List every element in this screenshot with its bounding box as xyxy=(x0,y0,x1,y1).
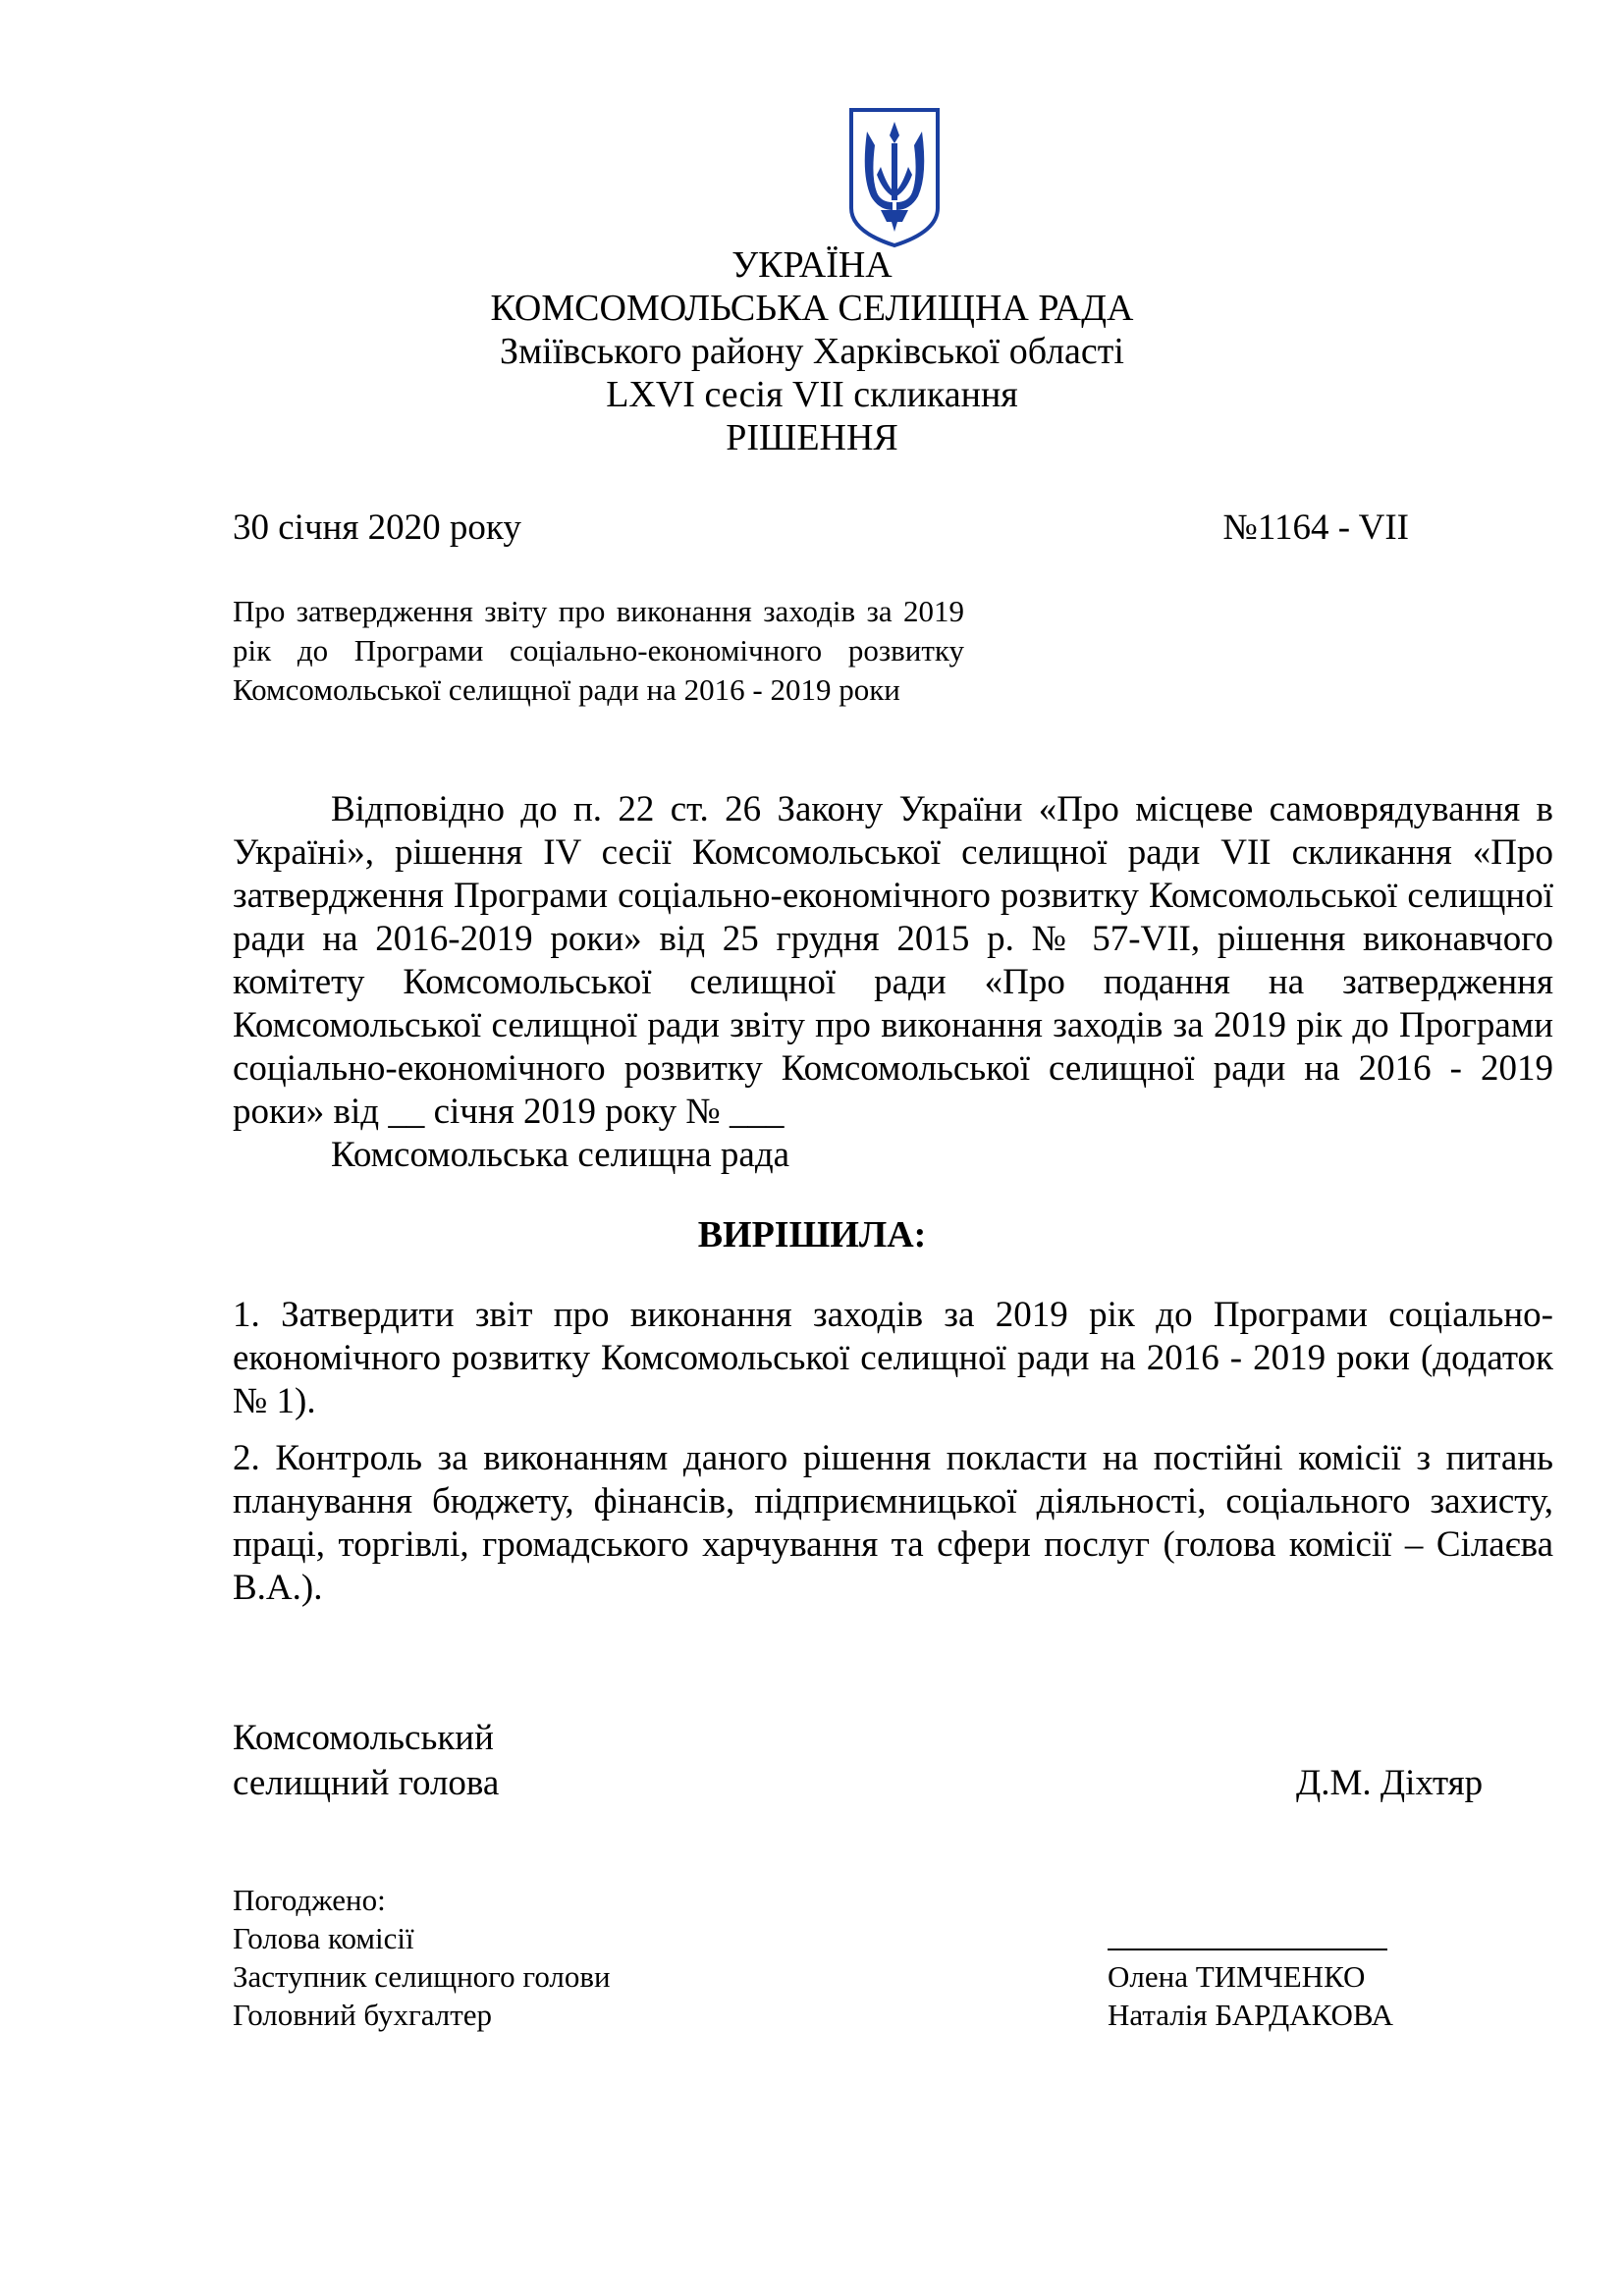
header-region: Зміївського району Харківської області xyxy=(500,331,1124,372)
approval-block xyxy=(233,1881,611,2034)
signature-title-line-1: Комсомольський xyxy=(233,1718,494,1758)
preamble-paragraph xyxy=(233,788,1553,1177)
coat-of-arms-trident-icon xyxy=(847,106,942,249)
approval-name-2: Олена ТИМЧЕНКО xyxy=(1108,1959,1366,1994)
header-session: LXVI сесія VII скликання xyxy=(606,374,1018,415)
header-country: УКРАЇНА xyxy=(731,244,893,286)
header-council: КОМСОМОЛЬСЬКА СЕЛИЩНА РАДА xyxy=(490,288,1134,329)
approval-heading: Погоджено: xyxy=(233,1883,386,1917)
signature-blank-line xyxy=(1108,1919,1387,1950)
approval-role-2: Заступник селищного голови xyxy=(233,1959,611,1994)
preamble-text: Відповідно до п. 22 ст. 26 Закону України «Про місцеве самоврядування в Україні», рішення IV сесії Комсомольської селищної ради VII скликання «Про затвердження Програми соціально-економічного розвитку Комсомольської селищної ради на 2016-2019 роки» від 25 грудня 2015 р. № 57-VII, рішення виконавчого комітету Комсомольської селищної ради «Про подання на затвердження Комсомольської селищної ради звіту про виконання заходів за 2019 рік до Програми соціально-економічного розвитку Комсомольської селищної ради на 2016 - 2019 роки» від __ січня 2019 року № ___ xyxy=(233,789,1553,1132)
approval-role-1: Голова комісії xyxy=(233,1921,414,1955)
approval-role-3: Головний бухгалтер xyxy=(233,1998,493,2032)
header-doc-type: РІШЕННЯ xyxy=(726,417,898,458)
decision-number: №1164 - VII xyxy=(1222,507,1409,548)
decision-item-1: 1. Затвердити звіт про виконання заходів за 2019 рік до Програми соціально-економічного розвитку Комсомольської селищної ради на 2016 - 2019 роки (додаток № 1). xyxy=(233,1295,1553,1421)
signature-name: Д.М. Діхтяр xyxy=(1296,1763,1484,1803)
resolved-heading: ВИРІШИЛА: xyxy=(697,1214,927,1255)
decision-date: 30 січня 2020 року xyxy=(233,507,521,548)
preamble-last-line: Комсомольська селищна рада xyxy=(331,1135,790,1175)
approval-names xyxy=(1108,1881,1393,2034)
decision-subject: Про затвердження звіту про виконання заходів за 2019 рік до Програми соціально-економічного розвитку Комсомольської селищної ради на 2016 - 2019 роки xyxy=(233,594,964,707)
decision-item-2: 2. Контроль за виконанням даного рішення покласти на постійні комісії з питань планування бюджету, фінансів, підприємницької діяльності, соціального захисту, праці, торгівлі, громадського харчування та сфери послуг (голова комісії – Сілаєва В.А.). xyxy=(233,1438,1553,1608)
signature-title-line-2: селищний голова xyxy=(233,1763,500,1803)
signature-title xyxy=(233,1716,499,1806)
approval-name-3: Наталія БАРДАКОВА xyxy=(1108,1998,1394,2032)
